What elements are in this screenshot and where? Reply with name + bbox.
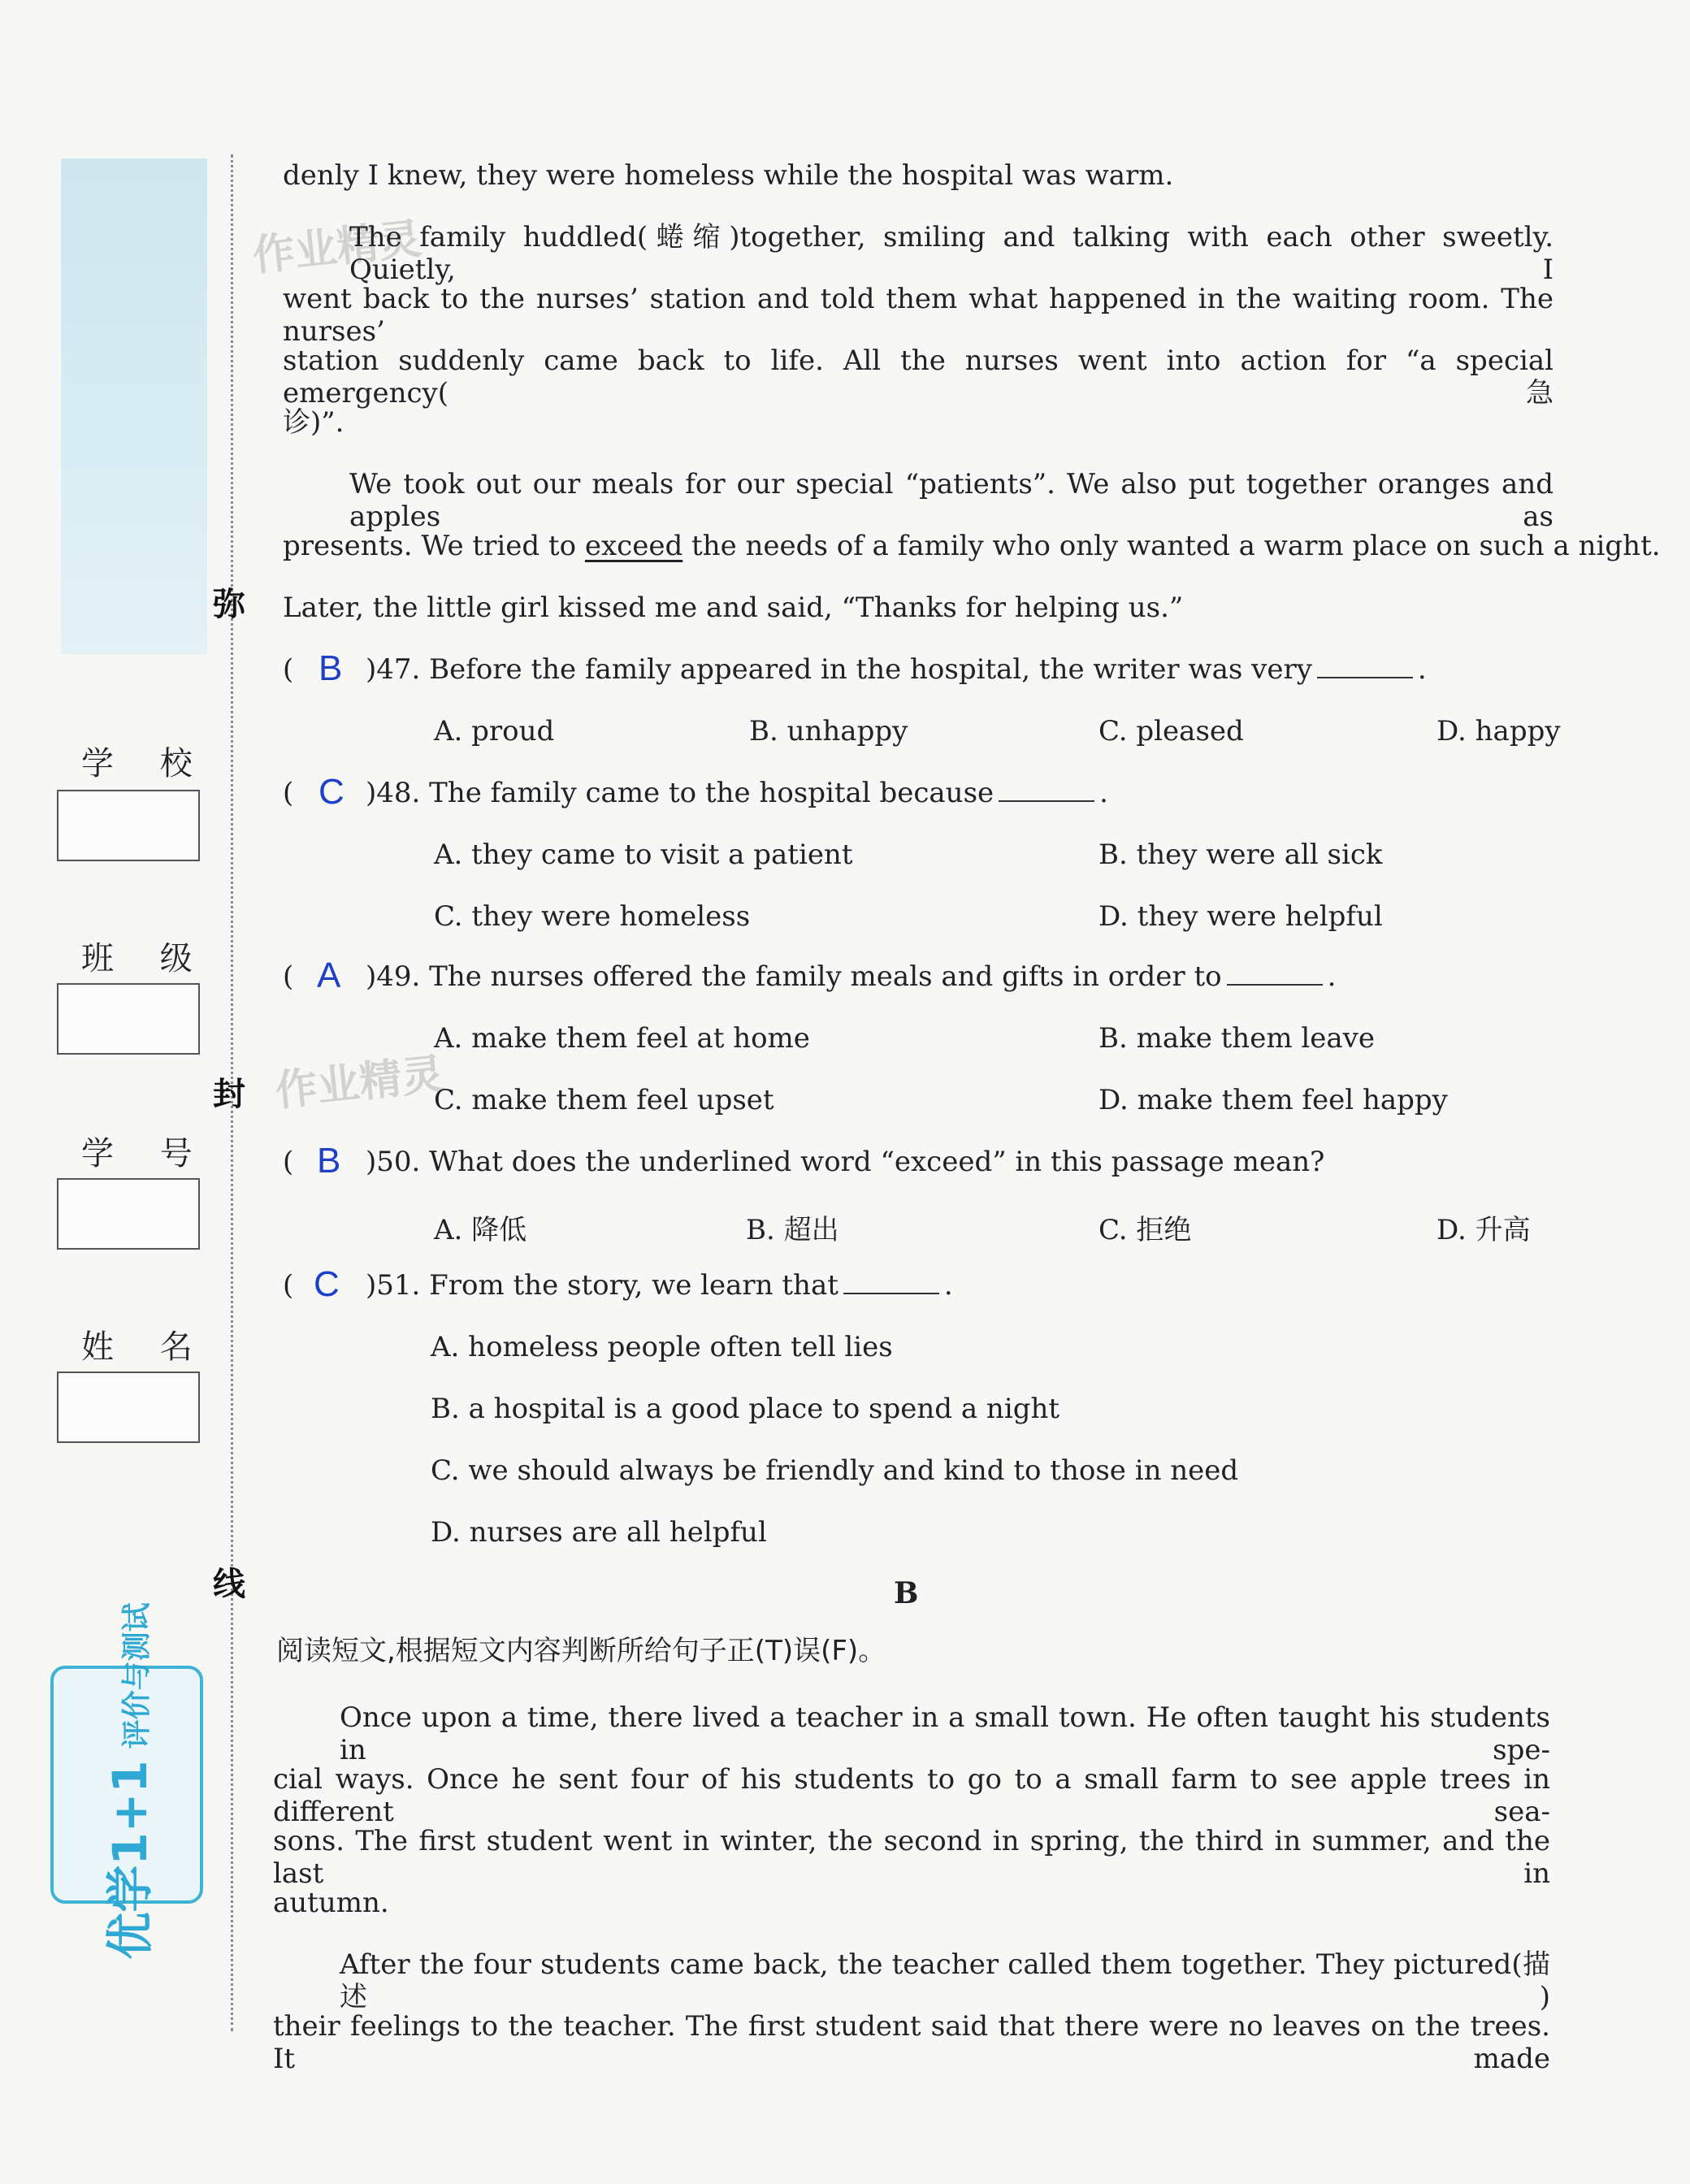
question-48-stem: [366, 777, 1108, 809]
watermark: 作业精灵: [250, 214, 424, 281]
option: B. 超出: [746, 1214, 839, 1246]
question-end: .: [943, 1269, 953, 1302]
student-id-field[interactable]: [57, 1178, 200, 1250]
option: C. make them feel upset: [434, 1084, 774, 1116]
answer-48[interactable]: C: [318, 772, 344, 812]
question-text: )51. From the story, we learn that: [366, 1269, 838, 1302]
section-b-instruction: 阅读短文,根据短文内容判断所给句子正(T)误(F)。: [276, 1635, 886, 1667]
answer-paren: (: [283, 1269, 294, 1302]
school-label: 学 校: [81, 745, 210, 782]
class-field[interactable]: [57, 983, 200, 1055]
passage-b-line: autumn.: [273, 1887, 389, 1919]
passage-b-line: Once upon a time, there lived a teacher in a small town. He often taught his students in spe-: [340, 1701, 1550, 1766]
question-49-stem: [366, 960, 1336, 993]
option: C. 拒绝: [1098, 1214, 1192, 1246]
answer-blank: [843, 1270, 939, 1294]
name-field[interactable]: [57, 1372, 200, 1443]
brand-sub: 评价与测试: [120, 1602, 154, 1749]
option: D. nurses are all helpful: [431, 1516, 767, 1549]
question-50-stem: )50. What does the underlined word “exceed” in this passage mean?: [366, 1146, 1325, 1178]
name-label: 姓 名: [81, 1328, 210, 1366]
section-b-title: B: [894, 1576, 919, 1610]
answer-50[interactable]: B: [317, 1141, 341, 1181]
option: C. pleased: [1098, 715, 1244, 748]
question-51-stem: [366, 1269, 953, 1302]
passage-a-line: station suddenly came back to life. All the nurses went into action for “a special emergency(急: [283, 344, 1554, 410]
passage-a-line: We took out our meals for our special “patients”. We also put together oranges and apples as: [349, 468, 1554, 533]
answer-49[interactable]: A: [317, 956, 341, 995]
option: A. 降低: [434, 1214, 527, 1246]
option: D. 升高: [1436, 1214, 1531, 1246]
option: A. homeless people often tell lies: [431, 1331, 893, 1363]
option: A. proud: [434, 715, 555, 748]
option: C. we should always be friendly and kind to those in need: [431, 1454, 1239, 1487]
option: C. they were homeless: [434, 900, 751, 933]
school-field[interactable]: [57, 790, 200, 861]
seal-char-feng: 封: [213, 1076, 245, 1113]
question-end: .: [1417, 653, 1427, 686]
brand-main: 优学1+1: [102, 1760, 158, 1960]
brand-logo: [92, 1602, 160, 1959]
underlined-word: exceed: [584, 530, 683, 562]
option: B. unhappy: [749, 715, 908, 748]
question-text: )47. Before the family appeared in the hospital, the writer was very: [366, 653, 1312, 686]
passage-a-line: 诊)”.: [283, 406, 344, 439]
passage-b-line: sons. The first student went in winter, the second in spring, the third in summer, and the last in: [273, 1825, 1550, 1890]
option: D. happy: [1436, 715, 1561, 748]
answer-47[interactable]: B: [318, 648, 343, 688]
option: B. make them leave: [1098, 1022, 1375, 1055]
passage-a-text: presents. We tried to: [283, 530, 577, 562]
passage-b-line: cial ways. Once he sent four of his students to go to a small farm to see apple trees in different sea-: [273, 1763, 1550, 1828]
question-end: .: [1327, 960, 1337, 993]
option: B. a hospital is a good place to spend a night: [431, 1393, 1060, 1425]
question-47-stem: [366, 653, 1427, 686]
watermark: 作业精灵: [273, 1050, 447, 1116]
answer-blank: [999, 778, 1094, 802]
answer-paren: (: [283, 960, 294, 993]
answer-blank: [1227, 961, 1323, 986]
passage-b-line: After the four students came back, the teacher called them together. They pictured(描述): [340, 1948, 1550, 2013]
student-id-label: 学 号: [81, 1135, 210, 1172]
option: D. they were helpful: [1098, 900, 1383, 933]
option: A. make them feel at home: [434, 1022, 810, 1055]
option: A. they came to visit a patient: [434, 838, 853, 871]
answer-51[interactable]: C: [314, 1264, 340, 1304]
class-label: 班 级: [81, 940, 210, 977]
margin-color-strip: [61, 158, 207, 654]
answer-paren: (: [283, 1146, 294, 1178]
passage-b-line: their feelings to the teacher. The first student said that there were no leaves on the trees. It made: [273, 2010, 1550, 2075]
answer-blank: [1317, 654, 1413, 678]
passage-a-line-exceed: [283, 530, 1661, 562]
passage-a-line: denly I knew, they were homeless while the hospital was warm.: [283, 159, 1174, 192]
passage-a-line: The family huddled(蜷缩)together, smiling and talking with each other sweetly. Quietly, I: [349, 221, 1554, 286]
option: B. they were all sick: [1098, 838, 1383, 871]
question-text: )48. The family came to the hospital because: [366, 777, 994, 809]
option: D. make them feel happy: [1098, 1084, 1448, 1116]
question-text: )49. The nurses offered the family meals and gifts in order to: [366, 960, 1222, 993]
passage-a-text: the needs of a family who only wanted a warm place on such a night.: [691, 530, 1661, 562]
question-end: .: [1099, 777, 1108, 809]
passage-a-line: went back to the nurses’ station and told them what happened in the waiting room. The nurses’: [283, 283, 1554, 348]
seal-char-mi: 弥: [213, 586, 245, 623]
answer-paren: (: [283, 777, 294, 809]
passage-a-line: Later, the little girl kissed me and said, “Thanks for helping us.”: [283, 592, 1184, 624]
seal-char-xian: 线: [213, 1566, 245, 1603]
answer-paren: (: [283, 653, 294, 686]
